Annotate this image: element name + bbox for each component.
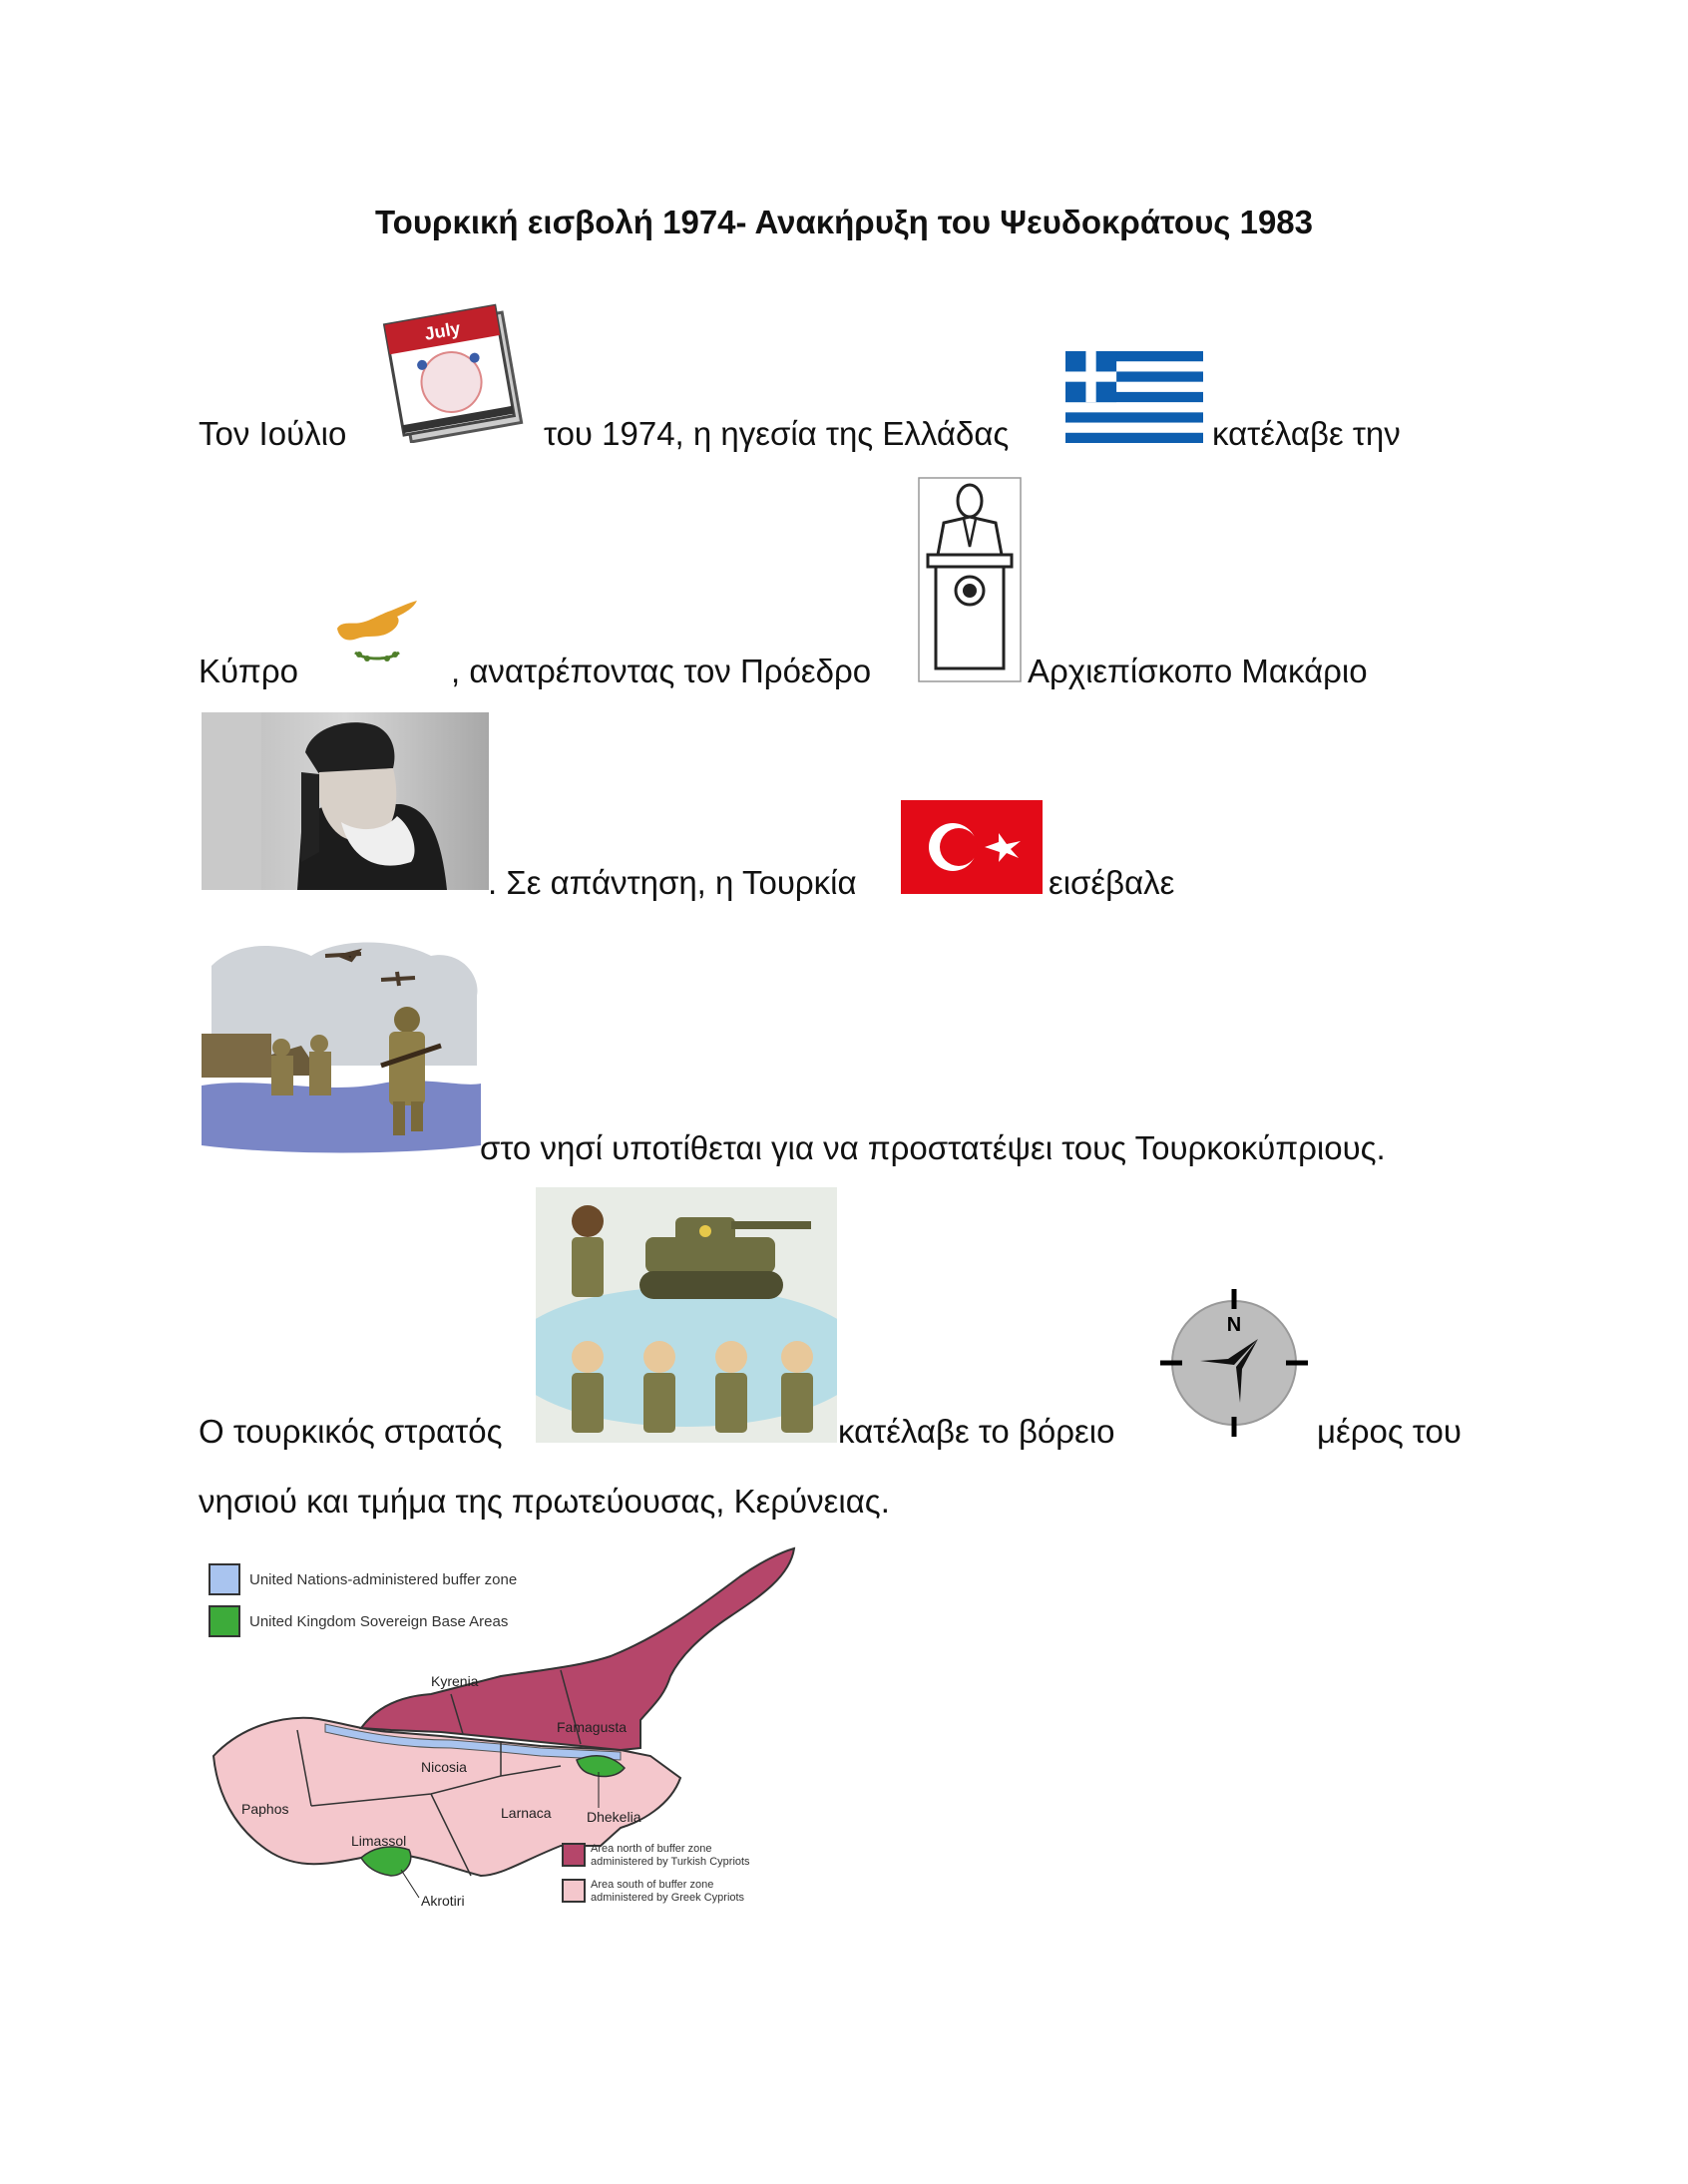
- text-line3-b: εισέβαλε: [1049, 864, 1175, 901]
- calendar-month-label: July: [423, 317, 462, 344]
- makarios-portrait-photo: [202, 712, 489, 890]
- label-limassol: Limassol: [351, 1833, 407, 1849]
- label-larnaca: Larnaca: [501, 1805, 552, 1821]
- label-paphos: Paphos: [241, 1801, 289, 1817]
- soldiers-landing-illustration: [202, 926, 481, 1155]
- legend-south-line1: Area south of buffer zone: [591, 1879, 714, 1891]
- legend-north-line2: administered by Turkish Cypriots: [591, 1856, 750, 1868]
- legend-south-swatch: [563, 1880, 585, 1902]
- text-line5-b: κατέλαβε το βόρειο: [838, 1413, 1115, 1450]
- text-line5-c: μέρος του: [1317, 1413, 1462, 1450]
- text-line1-c: κατέλαβε την: [1212, 415, 1401, 452]
- text-line2-b: , ανατρέποντας τον Πρόεδρο: [451, 653, 872, 689]
- calendar-icon: [381, 291, 531, 443]
- legend-south-line2: administered by Greek Cypriots: [591, 1892, 745, 1904]
- text-line2-a: Κύπρο: [199, 653, 298, 689]
- legend-bases-swatch: [210, 1606, 239, 1636]
- label-dhekelia: Dhekelia: [587, 1809, 641, 1825]
- legend-buffer-swatch: [210, 1564, 239, 1594]
- label-nicosia: Nicosia: [421, 1759, 467, 1775]
- cyprus-flag-icon: [331, 599, 423, 666]
- text-line3-a: . Σε απάντηση, η Τουρκία: [488, 864, 857, 901]
- greece-flag-icon: [1065, 351, 1203, 443]
- text-line2-c: Αρχιεπίσκοπο Μακάριο: [1028, 653, 1368, 689]
- president-podium-icon: [918, 477, 1022, 682]
- soldiers-tank-illustration: [536, 1187, 837, 1443]
- turkey-flag-icon: [901, 800, 1043, 894]
- compass-north-letter: N: [1226, 1314, 1242, 1336]
- legend-north-line1: Area north of buffer zone: [591, 1843, 712, 1855]
- page-title: Τουρκική εισβολή 1974- Ανακήρυξη του Ψευδοκράτους 1983: [374, 204, 1314, 240]
- cyprus-map: [202, 1546, 830, 1926]
- label-famagusta: Famagusta: [557, 1719, 628, 1735]
- text-line1-a: Τον Ιούλιο: [199, 415, 347, 452]
- label-kyrenia: Kyrenia: [431, 1673, 479, 1689]
- text-line4-a: στο νησί υποτίθεται για να προστατέψει τους Τουρκοκύπριους.: [480, 1129, 1386, 1166]
- legend-buffer-label: United Nations-administered buffer zone: [249, 1571, 518, 1588]
- text-line1-b: του 1974, η ηγεσία της Ελλάδας: [544, 415, 1010, 452]
- legend-north-swatch: [563, 1844, 585, 1866]
- text-line5-a: Ο τουρκικός στρατός: [199, 1413, 503, 1450]
- text-line6-a: νησιού και τμήμα της πρωτεύουσας, Κερύνειας.: [199, 1483, 890, 1520]
- label-akrotiri: Akrotiri: [421, 1893, 465, 1909]
- compass-icon: [1158, 1287, 1310, 1439]
- legend-bases-label: United Kingdom Sovereign Base Areas: [249, 1613, 509, 1630]
